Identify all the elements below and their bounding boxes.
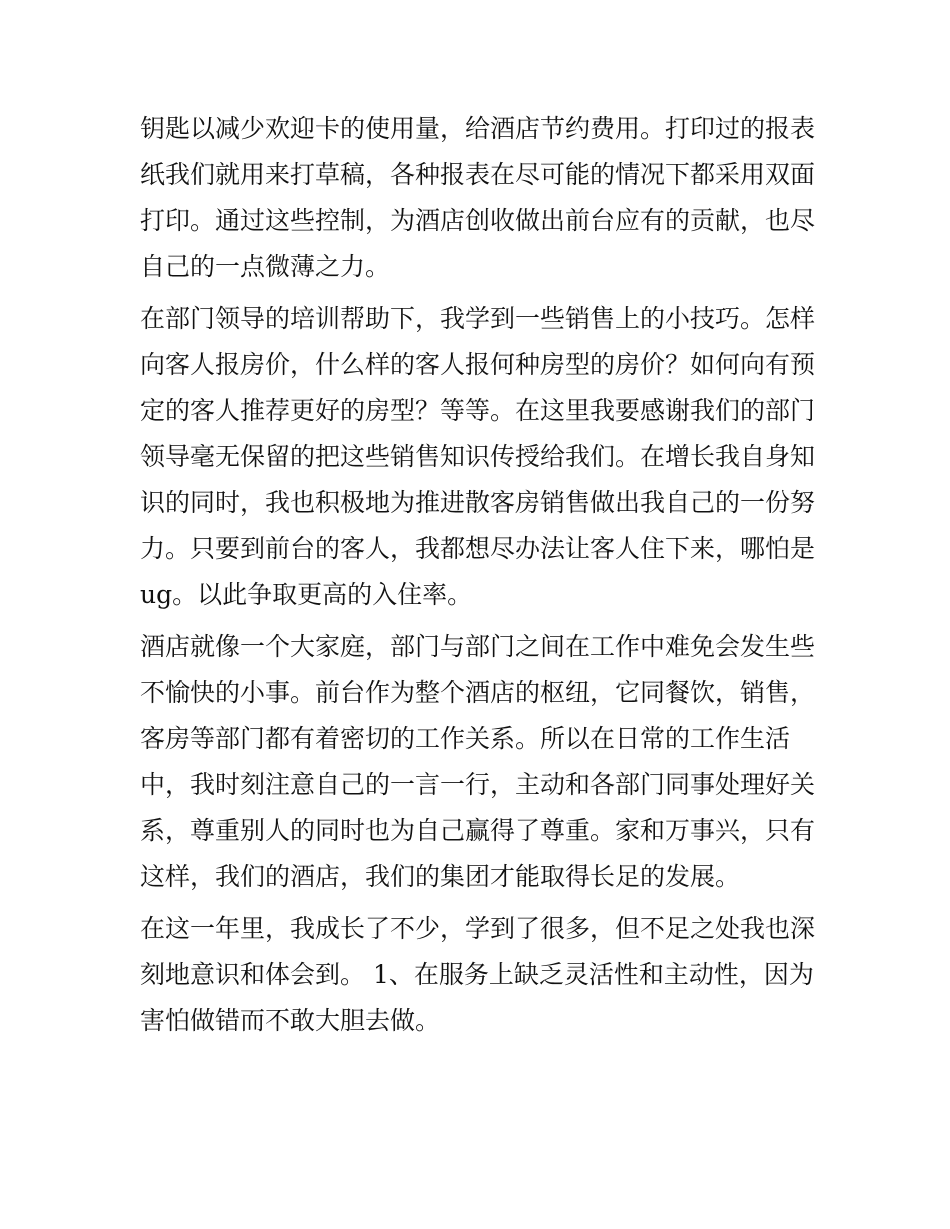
text-line: 害怕做错而不敢大胆去做。: [140, 1006, 441, 1035]
paragraph-2: [140, 296, 816, 618]
paragraph-3: [140, 624, 816, 900]
text-line: 客房等部门都有着密切的工作关系。所以在日常的工作生活: [140, 724, 791, 753]
text-line: 在部门领导的培训帮助下，我学到一些销售上的小技巧。怎样: [140, 304, 816, 333]
text-line: 力。只要到前台的客人，我都想尽办法让客人住下来，哪怕是: [140, 534, 816, 563]
text-line: 定的客人推荐更好的房型？等等。在这里我要感谢我们的部门: [140, 396, 816, 425]
text-line: 识的同时，我也积极地为推进散客房销售做出我自己的一份努: [140, 488, 816, 517]
text-line: 中，我时刻注意自己的一言一行，主动和各部门同事处理好关: [140, 770, 816, 799]
text-line: 自己的一点微薄之力。: [140, 252, 391, 281]
text-line: 在这一年里，我成长了不少，学到了很多，但不足之处我也深: [140, 914, 816, 943]
paragraph-1: [140, 106, 816, 290]
text-line: 钥匙以减少欢迎卡的使用量，给酒店节约费用。打印过的报表: [140, 114, 816, 143]
text-line: 领导毫无保留的把这些销售知识传授给我们。在增长我自身知: [140, 442, 816, 471]
paragraph-4: [140, 906, 816, 1044]
text-line: 系，尊重别人的同时也为自己赢得了尊重。家和万事兴，只有: [140, 816, 816, 845]
text-line: 刻地意识和体会到。 1、在服务上缺乏灵活性和主动性，因为: [140, 960, 814, 989]
text-line: 不愉快的小事。前台作为整个酒店的枢纽，它同餐饮，销售，: [140, 678, 816, 707]
text-line: 纸我们就用来打草稿，各种报表在尽可能的情况下都采用双面: [140, 160, 816, 189]
text-line: 这样，我们的酒店，我们的集团才能取得长足的发展。: [140, 862, 741, 891]
text-line: 打印。通过这些控制，为酒店创收做出前台应有的贡献，也尽: [140, 206, 816, 235]
document-body: [140, 106, 816, 1044]
text-line: 向客人报房价，什么样的客人报何种房型的房价？如何向有预: [140, 350, 816, 379]
text-line: ug。以此争取更高的入住率。: [140, 580, 473, 609]
text-line: 酒店就像一个大家庭，部门与部门之间在工作中难免会发生些: [140, 632, 816, 661]
